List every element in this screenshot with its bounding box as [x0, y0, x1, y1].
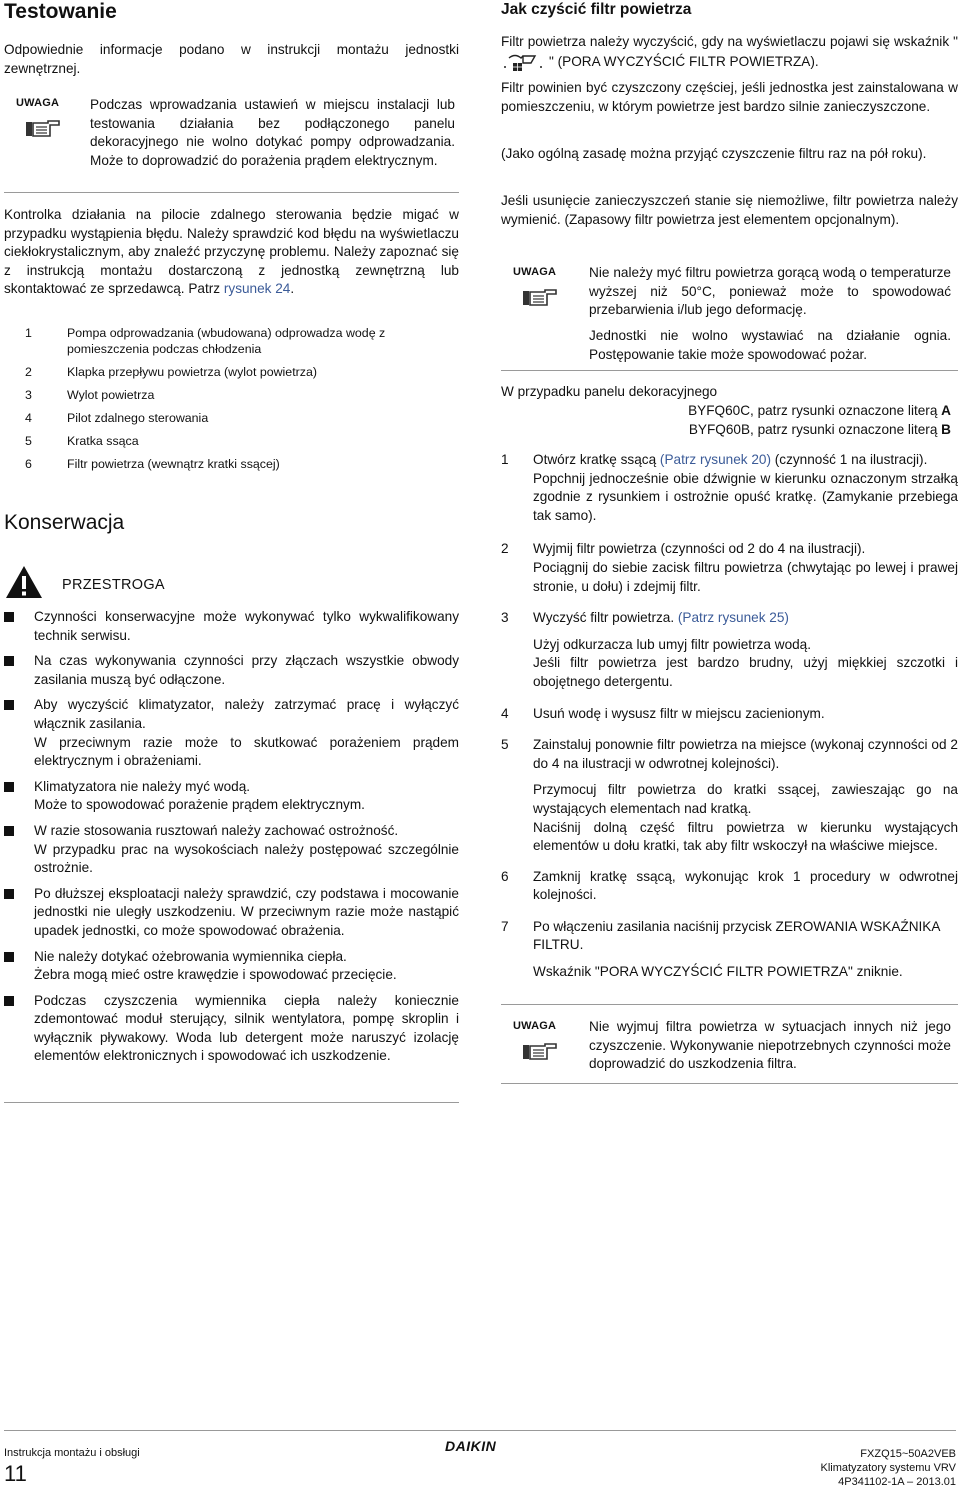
- footer-doc-number: 4P341102-1A – 2013.01: [838, 1476, 956, 1485]
- figure-25-link[interactable]: (Patrz rysunek 25): [677, 610, 789, 626]
- legend-number: 2: [25, 365, 32, 379]
- error-paragraph-end: .: [290, 281, 295, 297]
- legend-item: [4, 410, 459, 426]
- warning-item: [4, 652, 459, 689]
- legend-number: 5: [25, 434, 32, 448]
- legend-item: [4, 325, 459, 357]
- step-number: 3: [501, 610, 509, 626]
- step-subtext: Popchnij jednocześnie obie dźwignie w kierunku oznaczonym strzałką zgodnie z rysunkiem i ostrożnie opuść kratkę. (Zamykanie przebiega tak samo).: [533, 470, 958, 523]
- step-body: [533, 705, 958, 724]
- legend-text: Klapka przepływu powietrza (wylot powietrza): [67, 365, 317, 379]
- step-item: [501, 868, 958, 905]
- note-block-3: [501, 1018, 958, 1084]
- footer-model: FXZQ15~50A2VEB: [860, 1448, 956, 1460]
- bullet-square: [4, 700, 14, 710]
- step-text: [533, 451, 958, 470]
- bullet-square: [4, 996, 14, 1006]
- warning-item: [4, 948, 459, 985]
- panel-line-b: [689, 421, 951, 440]
- filter-intro-text: Filtr powietrza należy wyczyścić, gdy na wyświetlaczu pojawi się wskaźnik ": [501, 34, 958, 49]
- section-divider: [501, 1004, 958, 1005]
- step-text: [533, 609, 958, 628]
- step-number: 1: [501, 452, 509, 467]
- step-text: Wyjmij filtr powietrza (czynności od 2 do 4 na ilustracji). Pociągnij do siebie zacisk filtru powietrza (chwytając po lewej i prawej stronie, u dołu) i zdejmij filtr.: [533, 541, 958, 594]
- step-number: 7: [501, 918, 509, 934]
- panel-line-a-text: BYFQ60C, patrz rysunki oznaczone literą: [688, 403, 942, 418]
- hand-pointer-icon: [26, 117, 60, 143]
- note-block-2: [501, 264, 958, 371]
- panel-line-b-text: BYFQ60B, patrz rysunki oznaczone literą: [688, 422, 942, 437]
- page-number: 11: [4, 1461, 27, 1485]
- step-item: [501, 736, 958, 856]
- figure-20-link[interactable]: (Patrz rysunek 20): [659, 452, 771, 467]
- note-text: Nie należy myć filtru powietrza gorącą wodą o temperaturze wyższej niż 50°C, ponieważ może to spowodować przebarwienia i/lub jego deformację.: [589, 265, 951, 318]
- step-item: [501, 451, 958, 525]
- warning-item: [4, 822, 459, 878]
- filter-indicator-icon: [501, 52, 549, 72]
- warning-text: Czynności konserwacyjne może wykonywać tylko wykwalifikowany technik serwisu.: [34, 609, 459, 643]
- step-number: 2: [501, 541, 509, 557]
- step-text-end: (czynność 1 na ilustracji).: [770, 452, 928, 467]
- step-body: [533, 918, 958, 982]
- step-number: 6: [501, 868, 509, 884]
- legend-number: 3: [25, 388, 32, 402]
- section-title-testowanie: Testowanie: [4, 0, 117, 23]
- panel-letter-a: A: [941, 403, 951, 418]
- error-paragraph-text: Kontrolka działania na pilocie zdalnego sterowania będzie migać w przypadku wystąpienia błędu. Należy sprawdzić kod błędu na wyświetlaczu ciekłokrystalicznym, aby znaleźć przyczynę problemu. Należy zapoznać się z instrukcją montażu dostarczoną z jednostką zewnętrzną lub skontaktować ze sprzedawcą. Patrz: [4, 207, 459, 297]
- step-subtext: Przymocuj filtr powietrza do kratki ssącej, zawieszając go na wystających elementach nad kratką. Naciśnij dolną część filtru powietrza w kierunku wystających elementów u dołu kratki, tak aby filtr wskoczył na właściwe miejsce.: [533, 782, 958, 854]
- step-body: [533, 451, 958, 525]
- panel-intro: W przypadku panelu dekoracyjnego: [501, 384, 718, 399]
- warning-item: [4, 778, 459, 815]
- note-text: Nie wyjmuj filtra powietrza w sytuacjach innych niż jego czyszczenie. Wykonywanie niepotrzebnych czynności może doprowadzić do uszkodzenia filtra.: [589, 1019, 951, 1072]
- warning-text: Nie należy dotykać ożebrowania wymiennika ciepła. Żebra mogą mieć ostre krawędzie i spowodować przecięcie.: [34, 948, 397, 983]
- filter-replace-paragraph: Jeśli usunięcie zanieczyszczeń stanie się niemożliwe, filtr powietrza należy wymienić. (Zapasowy filtr powietrza jest elementem opcjonalnym).: [501, 193, 958, 227]
- warning-item: [4, 992, 459, 1066]
- warning-item: [4, 608, 459, 645]
- step-text: Po włączeniu zasilania naciśnij przycisk ZEROWANIA WSKAŹNIKA FILTRU.: [533, 918, 940, 953]
- step-body: [533, 736, 958, 856]
- bullet-square: [4, 826, 14, 836]
- note-text: Podczas wprowadzania ustawień w miejscu instalacji lub testowania działania bez podłączonego panelu dekoracyjnego nie wolno dotykać pompy odprowadzania. Może to doprowadzić do porażenia prądem elektrycznym.: [90, 97, 455, 168]
- step-text: Usuń wodę i wysusz filtr w miejscu zacienionym.: [533, 705, 825, 721]
- warning-title: PRZESTROGA: [62, 577, 165, 593]
- section-title-konserwacja: Konserwacja: [4, 511, 125, 534]
- footer-info: [820, 1447, 956, 1485]
- legend-text: Pompa odprowadzania (wbudowana) odprowadza wodę z pomieszczenia podczas chłodzenia: [67, 326, 386, 356]
- procedure-steps: [501, 451, 958, 982]
- legend-text: Kratka ssąca: [67, 434, 139, 448]
- legend-number: 6: [25, 457, 32, 471]
- bullet-square: [4, 656, 14, 666]
- daikin-logo: DAIKIN: [445, 1438, 497, 1454]
- intro-paragraph: Odpowiednie informacje podano w instrukcji montażu jednostki zewnętrznej.: [4, 42, 459, 76]
- warning-item: [4, 696, 459, 770]
- legend-number: 4: [25, 411, 32, 425]
- legend-item: [4, 433, 459, 449]
- step-text-main: Otwórz kratkę ssącą: [533, 452, 660, 467]
- filter-intro-paragraph: [501, 33, 958, 72]
- panel-letter-b: B: [941, 422, 951, 437]
- step-subtext: Wskaźnik "PORA WYCZYŚCIĆ FILTR POWIETRZA" zniknie.: [533, 964, 903, 980]
- warning-text: Aby wyczyścić klimatyzator, należy zatrzymać pracę i wyłączyć włącznik zasilania. W przeciwnym razie może to skutkować porażeniem prądem elektrycznym i obrażeniami.: [34, 697, 459, 769]
- warning-text: Po dłuższej eksploatacji należy sprawdzić, czy podstawa i mocowanie jednostki nie uległy uszkodzeniu. W przeciwnym razie może nastąpić upadek jednostki, co może spowodować obrażenia.: [34, 885, 459, 938]
- legend-number: 1: [25, 326, 32, 340]
- legend-text: Pilot zdalnego sterowania: [67, 411, 209, 425]
- figure-24-link[interactable]: rysunek 24: [223, 281, 291, 297]
- note-label: UWAGA: [513, 1020, 557, 1032]
- filter-frequency-paragraph: Filtr powinien być czyszczony częściej, jeśli jednostka jest zainstalowana w pomieszczeniu, w którym powietrze jest bardzo silnie zanieczyszczone.: [501, 80, 958, 114]
- legend-item: [4, 456, 459, 472]
- section-divider: [4, 1102, 459, 1103]
- warning-text: Podczas czyszczenia wymiennika ciepła należy koniecznie zdemontować moduł sterujący, silnik wentylatora, pompę skroplin i wyłącznik pływakowy. Woda lub detergent może naruszyć izolację elementów elektronicznych i spowodować ich uszkodzenie.: [34, 992, 459, 1064]
- note-text: Jednostki nie wolno wystawiać na działanie ognia. Postępowanie takie może spowodować pożar.: [589, 328, 951, 362]
- step-item: [501, 705, 958, 724]
- bullet-square: [4, 782, 14, 792]
- warning-text: W razie stosowania rusztowań należy zachować ostrożność. W przypadku prac na wysokościach należy postępować szczególnie ostrożnie.: [34, 822, 459, 876]
- note-label: UWAGA: [16, 97, 60, 109]
- step-text-main: Wyczyść filtr powietrza.: [533, 610, 678, 626]
- panel-line-a: [688, 402, 951, 421]
- step-number: 5: [501, 737, 509, 753]
- note-block-1: [4, 96, 459, 193]
- warning-text: Na czas wykonywania czynności przy złączach wszystkie obwody zasilania muszą być odłączone.: [34, 653, 459, 687]
- error-paragraph: [4, 206, 459, 299]
- bullet-square: [4, 612, 14, 622]
- step-text: Zainstaluj ponownie filtr powietrza na miejsce (wykonaj czynności od 2 do 4 na ilustracji w odwrotnej kolejności).: [533, 737, 958, 771]
- footer-manual-title: Instrukcja montażu i obsługi: [4, 1447, 140, 1459]
- step-text: Zamknij kratkę ssącą, wykonując krok 1 procedury w odwrotnej kolejności.: [533, 868, 958, 903]
- bullet-square: [4, 889, 14, 899]
- warning-text: Klimatyzatora nie należy myć wodą. Może to spowodować porażenie prądem elektrycznym.: [34, 778, 365, 813]
- step-subtext: Użyj odkurzacza lub umyj filtr powietrza wodą. Jeśli filtr powietrza jest bardzo brudny, użyj miękkiej szczotki i obojętnego detergentu.: [533, 636, 958, 689]
- filter-rule-paragraph: (Jako ogólną zasadę można przyjąć czyszczenie filtru raz na pół roku).: [501, 146, 927, 161]
- bullet-square: [4, 952, 14, 962]
- step-body: [533, 609, 958, 691]
- legend-item: [4, 364, 459, 380]
- footer-series: Klimatyzatory systemu VRV: [820, 1462, 956, 1474]
- section-title-filter: Jak czyścić filtr powietrza: [501, 1, 692, 18]
- step-item: [501, 540, 958, 596]
- legend-item: [4, 387, 459, 403]
- filter-intro-text-end: " (PORA WYCZYŚCIĆ FILTR POWIETRZA).: [549, 53, 819, 69]
- hand-pointer-icon: [523, 286, 557, 312]
- step-item: [501, 918, 958, 982]
- warning-triangle-icon: [4, 564, 44, 600]
- note-label: UWAGA: [513, 266, 557, 278]
- footer-divider: [4, 1430, 956, 1431]
- warning-item: [4, 885, 459, 941]
- step-body: [533, 868, 958, 905]
- warning-list: [4, 608, 459, 1066]
- legend-text: Filtr powietrza (wewnątrz kratki ssącej): [67, 457, 280, 471]
- figure-legend: [4, 325, 459, 472]
- legend-text: Wylot powietrza: [67, 388, 155, 402]
- hand-pointer-icon: [523, 1040, 557, 1066]
- step-body: [533, 540, 958, 596]
- step-item: [501, 609, 958, 691]
- step-number: 4: [501, 705, 509, 721]
